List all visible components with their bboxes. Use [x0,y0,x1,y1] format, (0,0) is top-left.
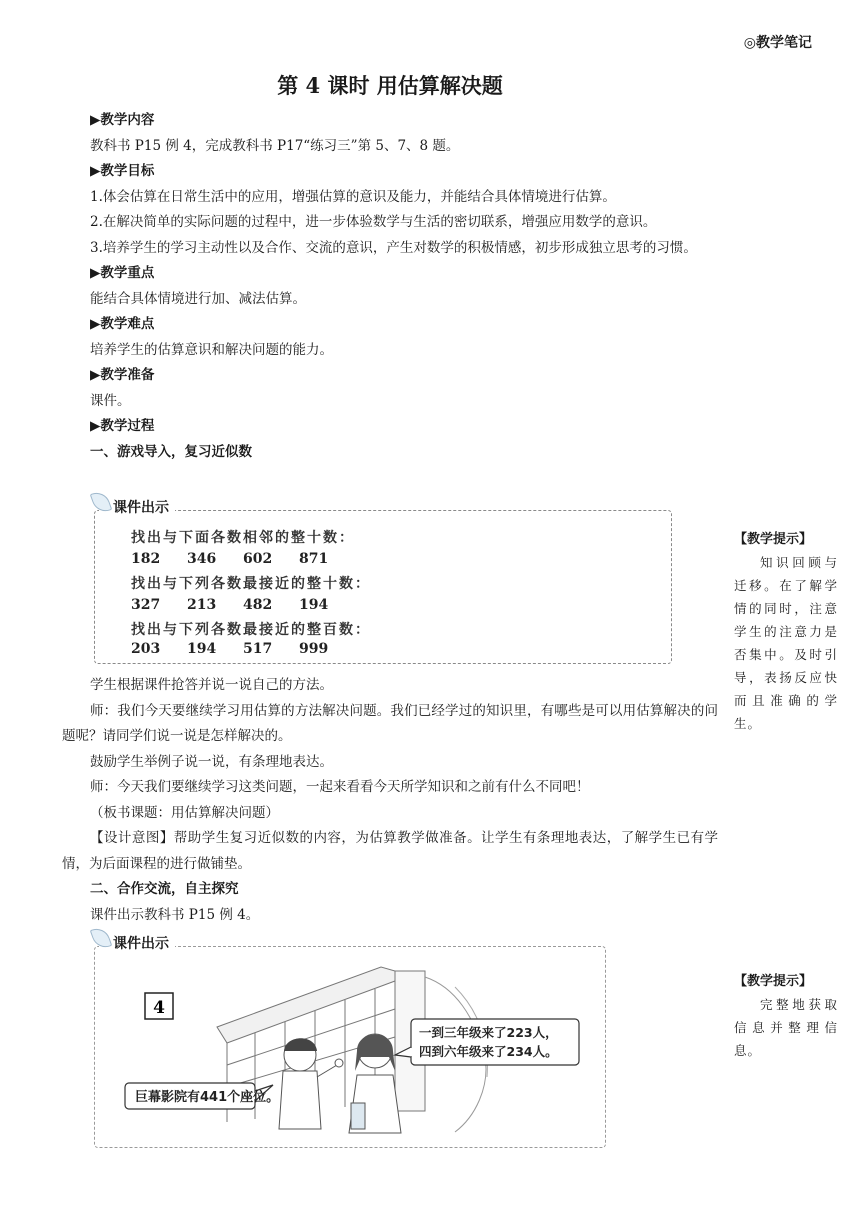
number-row-1 [131,551,355,567]
bubble-right-line-1: 一到三年级来了223人， [419,1025,558,1040]
paragraph: 课件出示教科书 P15 例 4。 [90,906,260,923]
courseware-tag: 课件出示 [99,933,175,953]
teaching-notes-label: ◎教学笔记 [743,35,812,51]
tip-body: 完整地获取信息并整理信息。 [734,997,838,1058]
main-content-2 [62,673,718,928]
number-cell: 346 [187,551,217,567]
number-cell: 871 [299,551,329,567]
paragraph: 师：我们今天要继续学习用估算的方法解决问题。我们已经学过的知识里，有哪些是可以用估算解决的问题呢？请同学们说一说是怎样解决的。 [62,702,718,744]
speech-bubble-left [125,1083,279,1109]
example-number: 4 [153,998,165,1018]
goal-item-3: 3.培养学生的学习主动性以及合作、交流的意识，产生对数学的积极情感，初步形成独立思考的习惯。 [90,239,697,256]
paragraph: 鼓励学生举例子说一说，有条理地表达。 [90,753,333,770]
review-question-1: 找出与下面各数相邻的整十数： [131,530,355,546]
design-intent: 【设计意图】帮助学生复习近似数的内容，为估算教学做准备。让学生有条理地表达，了解学生已有学情，为后面课程的进行做铺垫。 [62,830,718,872]
preparation-text: 课件。 [90,392,131,409]
teaching-tip-2 [734,970,838,1062]
number-row-3 [131,641,355,657]
leaf-icon [90,489,113,515]
tip-heading: 【教学提示】 [734,532,813,547]
student-left-illustration [279,1038,343,1129]
section-heading-process: ▶教学过程 [90,418,155,434]
number-cell: 194 [299,597,329,613]
number-cell: 327 [131,597,161,613]
goal-item-2: 2.在解决简单的实际问题的过程中，进一步体验数学与生活的密切联系，增强应用数学的意识。 [90,214,657,230]
tip-body: 知识回顾与迁移。在了解学情的同时，注意学生的注意力是否集中。及时引导，表扬反应快而且准确的学生。 [734,555,838,731]
goal-item-1: 1.体会估算在日常生活中的应用，增强估算的意识及能力，并能结合具体情境进行估算。 [90,188,616,205]
key-text: 能结合具体情境进行加、减法估算。 [90,290,306,307]
section-heading-difficulty: ▶教学难点 [90,316,155,332]
number-cell: 182 [131,551,161,567]
review-question-2: 找出与下列各数最接近的整十数： [131,576,371,592]
tip-heading: 【教学提示】 [734,974,813,989]
courseware-tag: 课件出示 [99,497,175,517]
number-row-2 [131,597,355,613]
paragraph: 师：今天我们要继续学习这类问题，一起来看看今天所学知识和之前有什么不同吧！ [90,779,590,795]
teaching-tip-1 [734,528,838,735]
bubble-left-text: 巨幕影院有441个座位。 [135,1090,280,1105]
difficulty-text: 培养学生的估算意识和解决问题的能力。 [90,341,333,358]
number-cell: 213 [187,597,217,613]
section-heading-key: ▶教学重点 [90,265,155,281]
section-heading-preparation: ▶教学准备 [90,367,155,383]
bubble-right-line-2: 四到六年级来了234人。 [419,1044,558,1059]
number-cell: 482 [243,597,273,613]
number-cell: 194 [187,641,217,657]
courseware-box-review [94,500,672,664]
courseware-box-example [94,936,606,1148]
speech-bubble-right [395,1019,579,1065]
paragraph: 学生根据课件抢答并说一说自己的方法。 [90,677,333,693]
content-text: 教科书 P15 例 4，完成教科书 P17“练习三”第 5、7、8 题。 [90,137,460,154]
part2-heading: 二、合作交流，自主探究 [90,881,239,897]
paragraph: （板书课题：用估算解决问题） [90,804,279,821]
example-illustration [95,947,605,1147]
section-heading-content: ▶教学内容 [90,112,155,128]
lesson-title: 第 4 课时 用估算解决题 [277,73,503,98]
section-heading-goals: ▶教学目标 [90,163,155,179]
number-cell: 602 [243,551,273,567]
part1-heading: 一、游戏导入，复习近似数 [90,443,252,460]
main-content [62,108,718,465]
example-number-badge [145,993,173,1019]
number-cell: 203 [131,641,161,657]
number-cell: 517 [243,641,273,657]
review-question-3: 找出与下列各数最接近的整百数： [131,622,371,638]
number-cell: 999 [299,641,329,657]
